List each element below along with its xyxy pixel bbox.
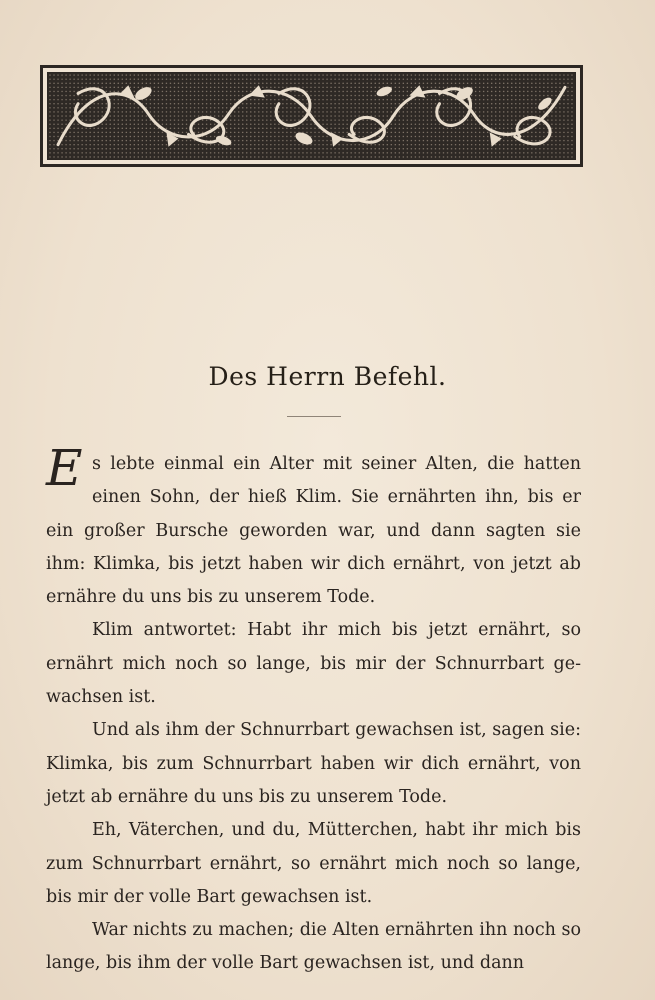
paragraph-1 xyxy=(46,439,581,614)
ornament-pattern xyxy=(47,72,576,160)
story-text xyxy=(46,439,581,981)
title-divider xyxy=(287,416,341,417)
paragraph-1-text: s lebte einmal ein Alter mit seiner Alten, die hatten einen Sohn, der hieß Klim. Sie ernährten ihn, bis er ein großer Bursche geworden war, und dann sagten sie ihm: Klimka, bis jetzt haben wir dich ernährt, von jetzt ab ernähre du uns bis zu unserem Tode. xyxy=(46,454,581,608)
chapter-title: Des Herrn Befehl. xyxy=(208,362,447,391)
paragraph-2: Klim antwortet: Habt ihr mich bis jetzt ernährt, so ernährt mich noch so lange, bis mir der Schnurrbart gewachsen ist. xyxy=(46,620,581,708)
ornamental-headpiece xyxy=(40,65,583,167)
drop-cap: E xyxy=(46,439,83,497)
paragraph-3: Und als ihm der Schnurrbart gewachsen ist, sagen sie: Klimka, bis zum Schnurrbart haben wir dich ernährt, von jetzt ab ernähre du uns bis zu unserem Tode. xyxy=(46,720,581,807)
paragraph-4: Eh, Väterchen, und du, Mütterchen, habt ihr mich bis zum Schnurrbart ernährt, so ernährt mich noch so lange, bis mir der volle Bart gewachsen ist. xyxy=(46,820,581,907)
scroll-vine-icon xyxy=(48,73,575,159)
paragraph-5: War nichts zu machen; die Alten ernährten ihn noch so lange, bis ihm der volle Bart gewachsen ist, und dann xyxy=(46,920,581,974)
